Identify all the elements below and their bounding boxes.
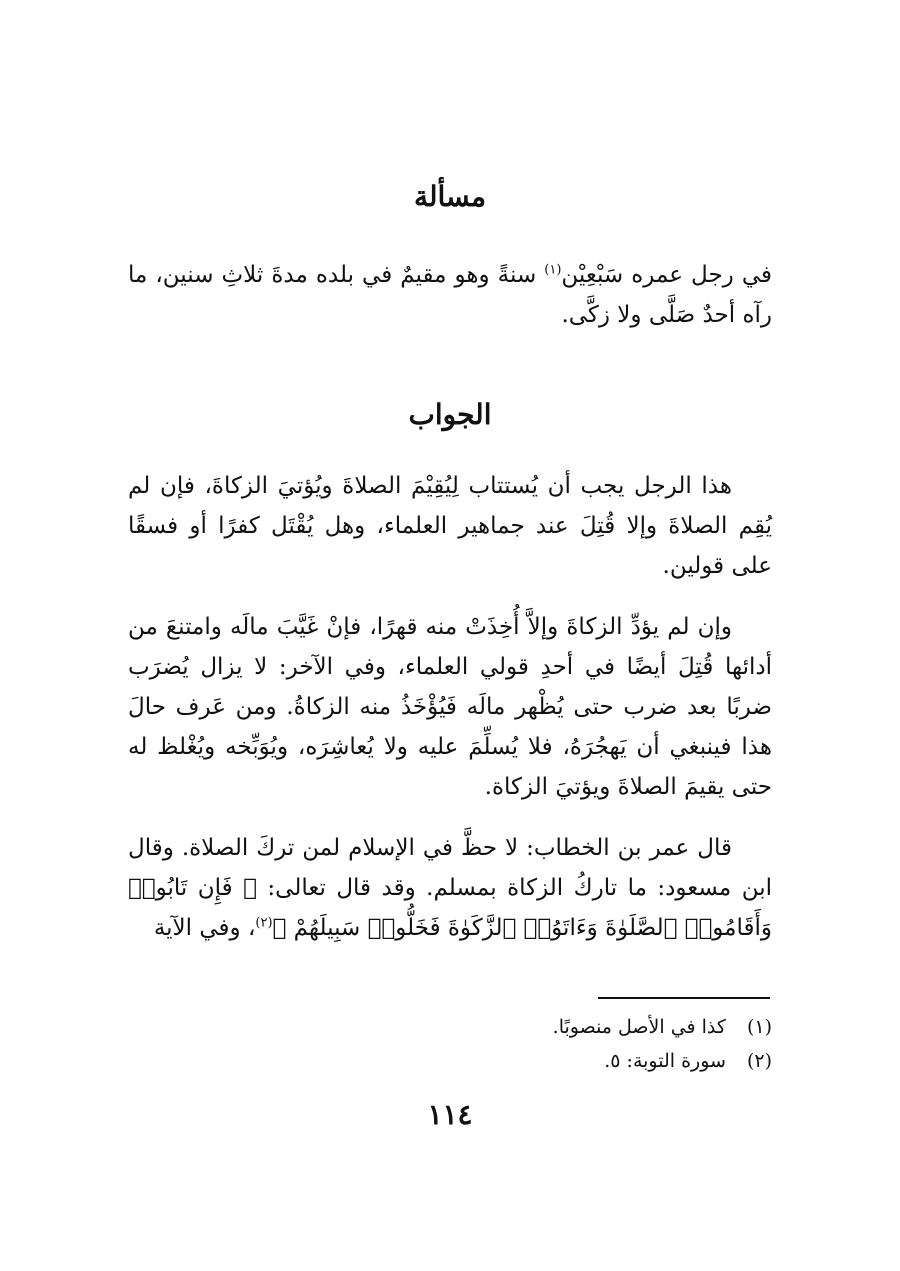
answer-paragraph-3-body (128, 828, 772, 948)
footnote-2 (128, 1044, 772, 1078)
answer-paragraph-3 (128, 828, 772, 948)
page-number: ١١٤ (427, 1098, 473, 1131)
footnote-1 (128, 1010, 772, 1044)
footnotes (128, 1010, 772, 1078)
question-text-start: في رجل عمره سَبْعِيْن (561, 262, 773, 288)
question-text (128, 255, 772, 335)
footnote-text: كذا في الأصل منصوبًا. (552, 1016, 726, 1038)
footnote-ref-1: (١) (544, 262, 562, 278)
footnote-number: (١) (746, 1016, 772, 1038)
answer-paragraph-1 (128, 466, 772, 586)
footnote-ref-2: (٢) (255, 915, 273, 931)
question-text-end: سنةً وهو مقيمٌ في بلده مدةَ ثلاثِ سنين، ما رآه أحدٌ صَلَّى ولا زكَّى. (128, 262, 772, 328)
footnote-number: (٢) (746, 1050, 772, 1072)
answer-paragraph-3-text: قال عمر بن الخطاب: لا حظَّ في الإسلام لمن تركَ الصلاة. وقال ابن مسعود: ما تاركُ الزكاة بمسلم. وقد قال تعالى: ﴿ فَإِن تَابُوا۟ وَأَقَامُوا۟ ٱلصَّلَوٰةَ وَءَاتَوُا۟ ٱلزَّكَوٰةَ فَخَلُّوا۟ سَبِيلَهُمْ ﴾ (128, 835, 772, 941)
answer-paragraph-2 (128, 607, 772, 807)
answer-heading: الجواب (408, 398, 492, 431)
answer-paragraph-3-tail: ، وفي الآية (153, 915, 256, 941)
footnote-text: سورة التوبة: ٥. (604, 1050, 726, 1072)
question-heading: مسألة (413, 180, 487, 213)
answer-paragraph-1-text: هذا الرجل يجب أن يُستتاب لِيُقِيْمَ الصلاةَ ويُؤتيَ الزكاةَ، فإن لم يُقِم الصلاةَ وإلا قُتِلَ عند جماهير العلماء، وهل يُقْتَل كفرًا أو فسقًا على قولين. (128, 473, 772, 579)
footnote-separator (598, 997, 770, 999)
answer-paragraph-2-text: وإن لم يؤدِّ الزكاةَ وإلاَّ أُخِذَتْ منه قهرًا، فإنْ غَيَّبَ مالَه وامتنعَ من أدائها قُتِلَ أيضًا في أحدِ قولي العلماء، وفي الآخر: لا يزال يُضرَب ضربًا بعد ضرب حتى يُظْهر مالَه فَيُؤْخَذُ منه الزكاةُ. ومن عَرف حالَ هذا فينبغي أن يَهجُرَهُ، فلا يُسلِّمَ عليه ولا يُعاشِرَه، ويُوَبِّخه ويُغْلظ له حتى يقيمَ الصلاةَ ويؤتيَ الزكاة. (128, 614, 772, 800)
